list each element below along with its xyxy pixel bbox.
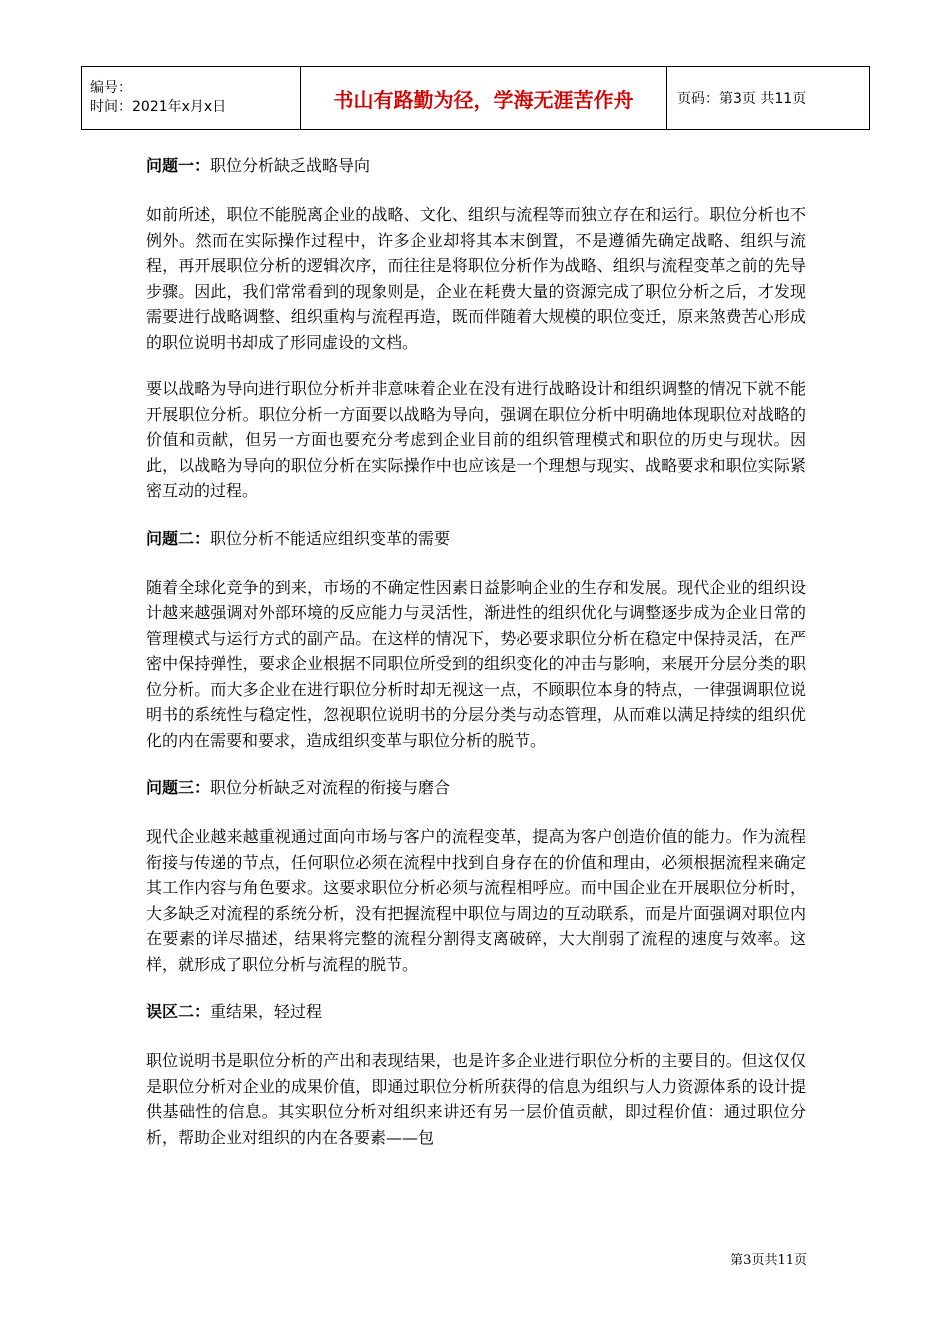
document-number-label: 编号： <box>90 80 132 96</box>
section-heading <box>146 774 806 802</box>
section-heading <box>146 152 806 180</box>
section-heading-label: 误区二： <box>146 1002 211 1021</box>
section-heading-text: 职位分析缺乏对流程的衔接与磨合 <box>210 778 451 797</box>
section-heading-label: 问题一： <box>146 156 211 175</box>
body-paragraph: 现代企业越来越重视通过面向市场与客户的流程变革，提高为客户创造价值的能力。作为流程衔接与传递的节点，任何职位必须在流程中找到自身存在的价值和理由，必须根据流程来确定其工作内容与角色要求。这要求职位分析必须与流程相呼应。而中国企业在开展职位分析时，大多缺乏对流程的系统分析，没有把握流程中职位与周边的互动联系，而是片面强调对职位内在要素的详尽描述，结果将完整的流程分割得支离破碎，大大削弱了流程的速度与效率。这样，就形成了职位分析与流程的脱节。 <box>146 827 806 974</box>
section-heading-text: 职位分析缺乏战略导向 <box>210 156 371 175</box>
body-paragraph: 随着全球化竞争的到来，市场的不确定性因素日益影响企业的生存和发展。现代企业的组织设计越来越强调对外部环境的反应能力与灵活性，渐进性的组织优化与调整逐步成为企业日常的管理模式与运行方式的副产品。在这样的情况下，势必要求职位分析在稳定中保持灵活，在严密中保持弹性，要求企业根据不同职位所受到的组织变化的冲击与影响，来展开分层分类的职位分析。而大多企业在进行职位分析时却无视这一点，不顾职位本身的特点，一律强调职位说明书的系统性与稳定性，忽视职位说明书的分层分类与动态管理，从而难以满足持续的组织优化的内在需要和要求，造成组织变革与职位分析的脱节。 <box>146 577 806 750</box>
section-heading-text: 重结果，轻过程 <box>210 1002 323 1021</box>
page-footer: 第3页共11页 <box>730 1253 807 1268</box>
header-motto: 书山有路勤为径，学海无涯苦作舟 <box>301 67 667 130</box>
header-page-info: 页码：第3页 共11页 <box>667 67 870 130</box>
body-paragraph: 如前所述，职位不能脱离企业的战略、文化、组织与流程等而独立存在和运行。职位分析也不例外。然而在实际操作过程中，许多企业却将其本末倒置，不是遵循先确定战略、组织与流程，再开展职位分析的逻辑次序，而往往是将职位分析作为战略、组织与流程变革之前的先导步骤。因此，我们常常看到的现象则是，企业在耗费大量的资源完成了职位分析之后，才发现需要进行战略调整、组织重构与流程再造，既而伴随着大规模的职位变迁，原来煞费苦心形成的职位说明书却成了形同虚设的文档。 <box>146 205 806 352</box>
section-heading <box>146 998 806 1026</box>
document-header <box>81 66 870 130</box>
document-date: 时间：2021年x月x日 <box>90 99 227 115</box>
section-heading-label: 问题二： <box>146 528 211 548</box>
body-paragraph: 职位说明书是职位分析的产出和表现结果，也是许多企业进行职位分析的主要目的。但这仅仅是职位分析对企业的成果价值，即通过职位分析所获得的信息为组织与人力资源体系的设计提供基础性的信息。其实职位分析对组织来讲还有另一层价值贡献，即过程价值：通过职位分析，帮助企业对组织的内在各要素——包 <box>146 1051 806 1147</box>
body-paragraph: 要以战略为导向进行职位分析并非意味着企业在没有进行战略设计和组织调整的情况下就不能开展职位分析。职位分析一方面要以战略为导向，强调在职位分析中明确地体现职位对战略的价值和贡献，但另一方面也要充分考虑到企业目前的组织管理模式和职位的历史与现状。因此，以战略为导向的职位分析在实际操作中也应该是一个理想与现实、战略要求和职位实际紧密互动的过程。 <box>146 379 806 500</box>
section-heading-text: 职位分析不能适应组织变革的需要 <box>210 528 451 548</box>
document-body <box>146 152 806 1150</box>
section-heading-label: 问题三： <box>146 778 211 797</box>
header-meta <box>82 67 301 130</box>
section-heading <box>146 525 806 553</box>
